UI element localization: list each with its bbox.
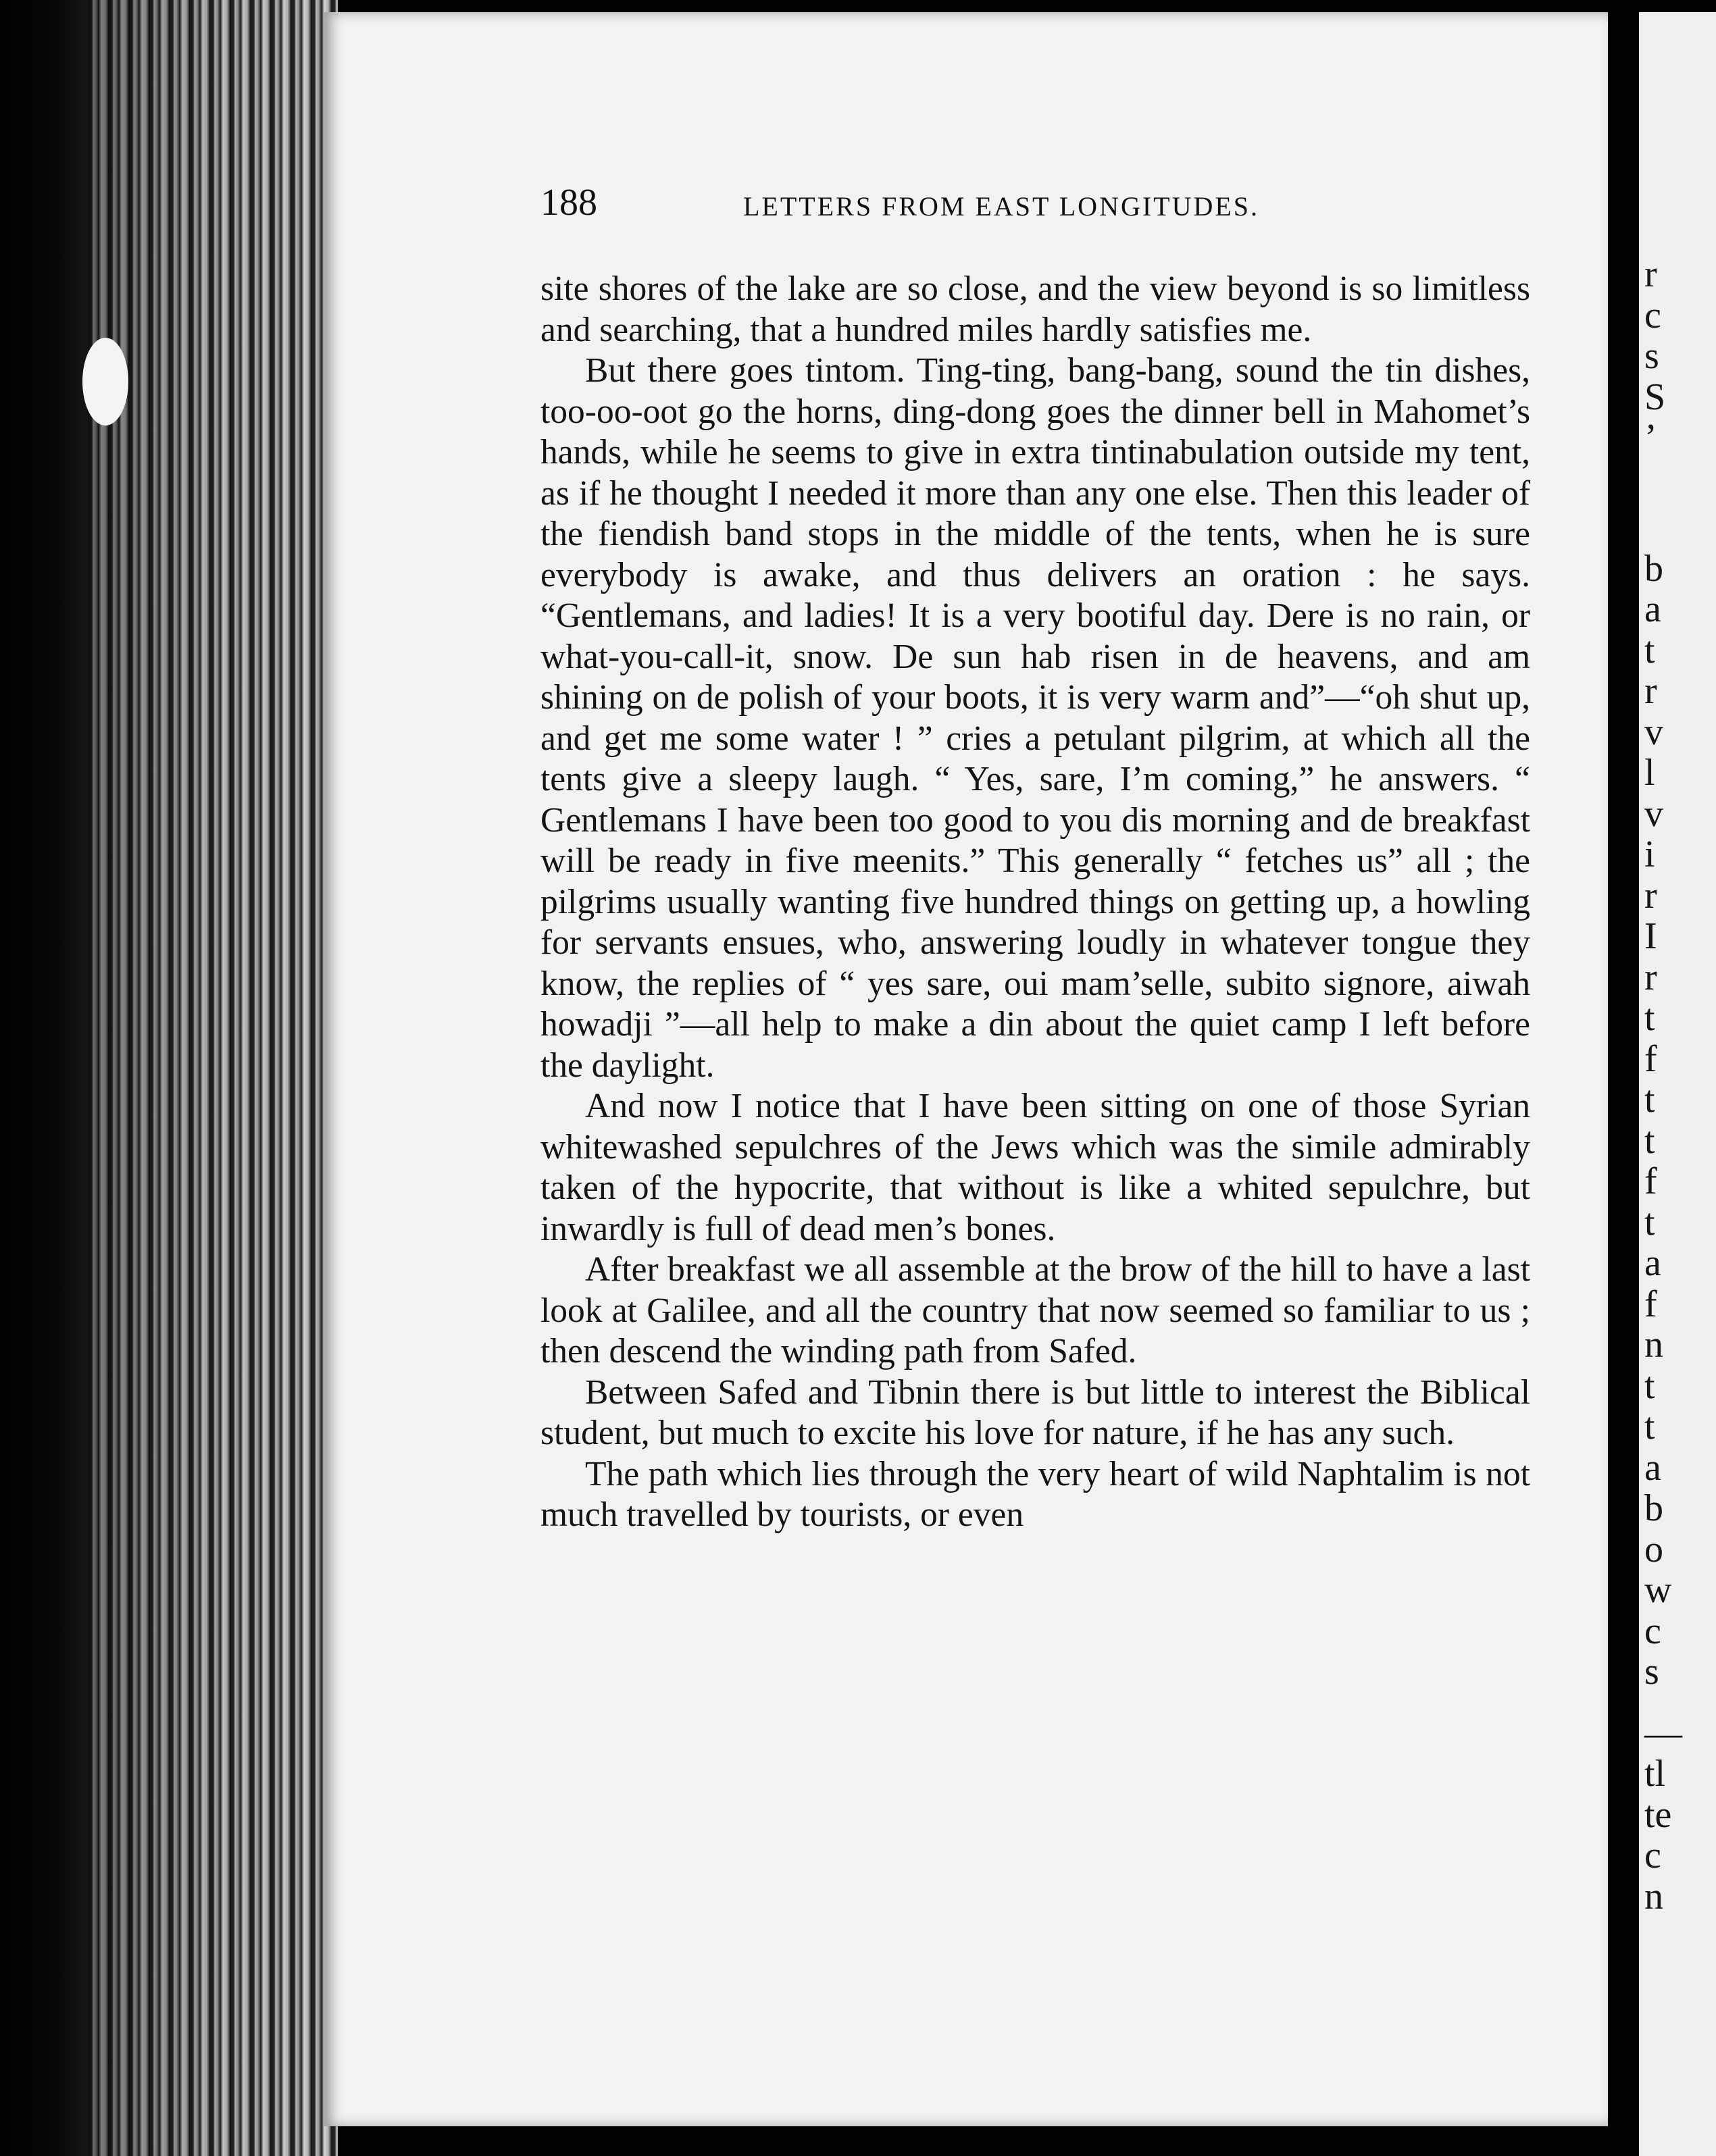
- facing-page-fragment: n: [1644, 1324, 1663, 1366]
- facing-page-fragment: a: [1644, 1242, 1661, 1285]
- facing-page-fragment: t: [1644, 1201, 1655, 1243]
- book-gutter-right: [1608, 0, 1639, 2156]
- facing-page-fragment: b: [1644, 547, 1663, 590]
- facing-page-fragment: f: [1644, 1037, 1657, 1080]
- facing-page-fragment: t: [1644, 1119, 1655, 1162]
- paragraph-tintom: But there goes tintom. Ting-ting, bang-bang, sound the tin dishes, too-oo-oot go the horns, ding-dong goes the dinner bell in Mahomet’s hands, while he seems to give in extra tintinabulation outside my tent, as if he thought I needed it more than any one else. Then this leader of the fiendish band stops in the middle of the tents, when he is sure everybody is awake, and thus delivers an oration : he says. “Gentlemans, and ladies! It is a very bootiful day. Dere is no rain, or what-you-call-it, snow. De sun hab risen in de heavens, and am shining on de polish of your boots, it is very warm and”—“oh shut up, and get me some water ! ” cries a petulant pilgrim, at which all the tents give a sleepy laugh. “ Yes, sare, I’m coming,” he answers. “ Gentlemans I have been too good to you dis morning and de breakfast will be ready in five meenits.” This generally “ fetches us” all ; the pilgrims usually wanting five hundred things on getting up, a howling for servants ensues, who, answering loudly in whatever tongue they know, the replies of “ yes sare, oui mam’selle, subito signore, aiwah howadji ”—all help to make a din about the quiet camp I left before the daylight.: [540, 351, 1530, 1085]
- facing-page-fragment: —: [1644, 1712, 1682, 1754]
- book-gutter-left: [0, 0, 88, 2156]
- facing-page-fragment: s: [1644, 1651, 1659, 1693]
- facing-page-fragment: t: [1644, 1364, 1655, 1407]
- facing-page-fragment: r: [1644, 956, 1657, 998]
- facing-page-fragment: l: [1644, 752, 1655, 794]
- facing-page-fragment: a: [1644, 588, 1661, 631]
- facing-page-fragment: f: [1644, 1283, 1657, 1325]
- facing-page-fragment: b: [1644, 1487, 1663, 1530]
- facing-page-fragment: r: [1644, 253, 1657, 295]
- page-header: [540, 181, 1398, 235]
- facing-page-fragment: a: [1644, 1446, 1661, 1489]
- facing-page-fragment: S: [1644, 376, 1666, 418]
- facing-page-fragment: n: [1644, 1875, 1663, 1918]
- paragraph-safed-tibnin: Between Safed and Tibnin there is but little to interest the Biblical student, but much to excite his love for nature, if he has any such.: [540, 1372, 1530, 1452]
- paragraph-sepulchres: And now I notice that I have been sitting on one of those Syrian whitewashed sepulchres of the Jews which was the simile admirably taken of the hypocrite, that without is like a whited sepulchre, but inwardly is full of dead men’s bones.: [540, 1087, 1530, 1248]
- facing-page-fragment: c: [1644, 294, 1661, 336]
- facing-page-fragment: f: [1644, 1160, 1657, 1203]
- facing-page-fragment: v: [1644, 792, 1663, 835]
- facing-page-fragment: w: [1644, 1569, 1672, 1612]
- facing-page: [1639, 12, 1716, 2156]
- facing-page-fragment: c: [1644, 1834, 1661, 1877]
- facing-page-fragment: t: [1644, 629, 1655, 671]
- page-edges-shadow: [88, 0, 338, 2156]
- paragraph-continued: site shores of the lake are so close, and the view beyond is so limitless and searching, that a hundred miles hardly satisfies me.: [540, 270, 1530, 349]
- paragraph-breakfast: After breakfast we all assemble at the brow of the hill to have a last look at Galilee, and all the country that now seemed so familiar to us ; then descend the winding path from Safed.: [540, 1250, 1530, 1370]
- facing-page-fragment: o: [1644, 1528, 1663, 1570]
- facing-page-fragment: r: [1644, 670, 1657, 713]
- running-title: LETTERS FROM EAST LONGITUDES.: [743, 191, 1260, 222]
- facing-page-fragment: ’: [1644, 417, 1657, 459]
- facing-page-fragment: t: [1644, 997, 1655, 1040]
- facing-page-fragment: tl: [1644, 1753, 1666, 1795]
- body-text: [540, 269, 1530, 1536]
- facing-page-fragment: s: [1644, 335, 1659, 377]
- page-number: 188: [540, 182, 597, 224]
- paragraph-path: The path which lies through the very heart of wild Naphtalim is not much travelled by tourists, or even: [540, 1454, 1530, 1534]
- facing-page-fragment: te: [1644, 1793, 1672, 1836]
- facing-page-fragment: t: [1644, 1079, 1655, 1121]
- facing-page-fragment: r: [1644, 874, 1657, 917]
- facing-page-fragment: t: [1644, 1406, 1655, 1448]
- facing-page-fragment: v: [1644, 711, 1663, 753]
- paper-blot: [82, 338, 128, 426]
- facing-page-fragment: i: [1644, 833, 1655, 876]
- facing-page-fragment: I: [1644, 915, 1657, 958]
- facing-page-fragment: c: [1644, 1610, 1661, 1652]
